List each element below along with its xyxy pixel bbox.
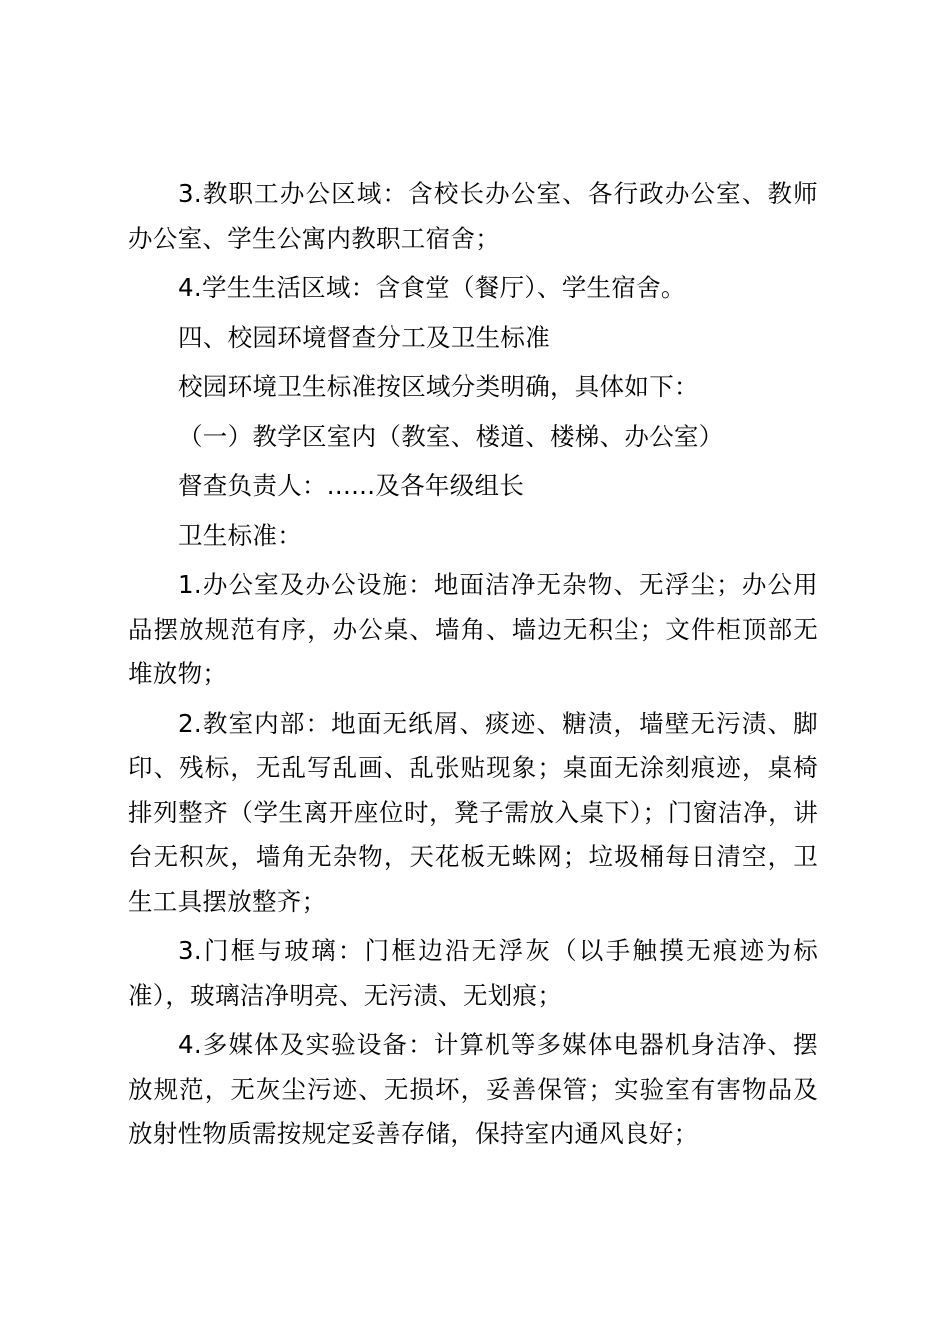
paragraph-office-facilities: 1.办公室及办公设施：地面洁净无杂物、无浮尘；办公用品摆放规范有序，办公桌、墙角、墙边无积尘；文件柜顶部无堆放物； — [128, 570, 818, 688]
subsection-heading-teaching-indoor: （一）教学区室内（教室、楼道、楼梯、办公室） — [178, 421, 724, 451]
paragraph-supervisor: 督查负责人：......及各年级组长 — [178, 471, 525, 500]
paragraph-hygiene-standard-label: 卫生标准： — [178, 520, 302, 550]
paragraph-multimedia-lab: 4.多媒体及实验设备：计算机等多媒体电器机身洁净、摆放规范，无灰尘污迹、无损坏，妥善保管；实验室有害物品及放射性物质需按规定妥善存储，保持室内通风良好； — [128, 1030, 818, 1148]
paragraph-classroom-interior: 2.教室内部：地面无纸屑、痰迹、糖渍，墙壁无污渍、脚印、残标，无乱写乱画、乱张贴现象；桌面无涂刻痕迹，桌椅排列整齐（学生离开座位时，凳子需放入桌下）；门窗洁净，讲台无积灰，墙角无杂物，天花板无蛛网；垃圾桶每日清空，卫生工具摆放整齐； — [128, 708, 818, 916]
paragraph-door-frame-glass: 3.门框与玻璃：门框边沿无浮灰（以手触摸无痕迹为标准），玻璃洁净明亮、无污渍、无划痕； — [128, 936, 818, 1010]
section-heading-supervision: 四、校园环境督查分工及卫生标准 — [178, 322, 550, 352]
document-body — [128, 172, 818, 1162]
paragraph-staff-office-area: 3.教职工办公区域：含校长办公室、各行政办公室、教师办公室、学生公寓内教职工宿舍； — [128, 179, 818, 253]
paragraph-intro: 校园环境卫生标准按区域分类明确，具体如下： — [178, 372, 699, 401]
paragraph-student-living-area: 4.学生生活区域：含食堂（餐厅）、学生宿舍。 — [178, 273, 686, 302]
